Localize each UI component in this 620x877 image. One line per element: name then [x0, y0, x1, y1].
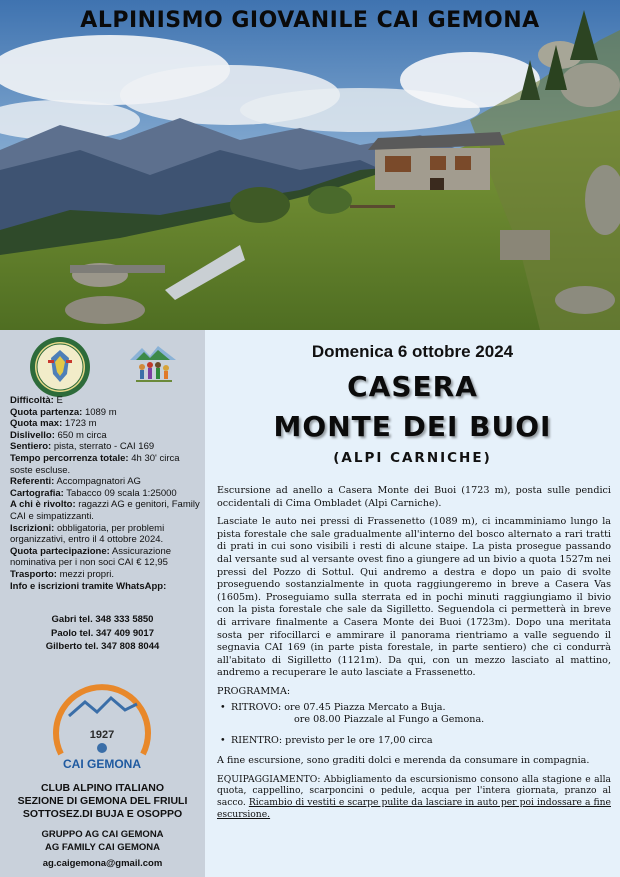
info-difficulty: Difficoltà: E: [10, 395, 63, 406]
group-name: GRUPPO AG CAI GEMONA AG FAMILY CAI GEMONA: [41, 829, 164, 853]
programma-ritrovo: • RITROVO: ore 07.45 Piazza Mercato a Buja.: [217, 702, 611, 715]
logo-year: 1927: [89, 729, 115, 741]
club-name: CLUB ALPINO ITALIANO SEZIONE DI GEMONA DEL FRIULI SOTTOSEZ.DI BUJA E OSOPPO: [17, 782, 188, 821]
info-start-altitude: Quota partenza: 1089 m: [10, 406, 117, 418]
contact-gabri[interactable]: Gabri tel. 348 333 5850: [51, 614, 154, 625]
programma-rientro: • RIENTRO: previsto per le ore 17,00 circa: [217, 735, 611, 748]
info-registration: Iscrizioni: obbligatoria, per problemi organizzativi, entro il 4 ottobre 2024.: [10, 522, 165, 546]
note-paragraph: A fine escursione, sono graditi dolci e merenda da consumare in compagnia.: [217, 755, 590, 767]
info-transport: Trasporto: mezzi propri.: [10, 568, 114, 580]
intro-paragraph: Escursione ad anello a Casera Monte dei Buoi (1723 m), posta sulle pendici occidentali di Cima Ombladet (Alpi Carniche).: [217, 485, 611, 509]
equipment-paragraph: EQUIPAGGIAMENTO: Abbigliamento da escursionismo consono alla stagione e alla quota, cappellino, scarponcini o pedule, acqua per l'intera giornata, pranzo al sacco. Ricambio di vestiti e scarpe pulite da lasciare in auto per poi indossare a fine escursione.: [217, 773, 611, 820]
event-date: Domenica 6 ottobre 2024: [311, 342, 514, 361]
trip-info-list: [10, 395, 200, 592]
title-line-2: MONTE DEI BUOI: [273, 410, 552, 443]
info-elevation-gain: Dislivello: 650 m circa: [10, 429, 107, 441]
description-body: [217, 485, 611, 826]
email-link[interactable]: ag.caigemona@gmail.com: [42, 858, 163, 869]
programma-ritrovo-2: ore 08.00 Piazzale al Fungo a Gemona.: [294, 714, 485, 726]
programma-heading: PROGRAMMA:: [217, 685, 291, 697]
contact-gilberto[interactable]: Gilberto tel. 347 808 8044: [45, 641, 160, 652]
hero-title: ALPINISMO GIOVANILE CAI GEMONA: [80, 8, 540, 33]
main-content: [205, 330, 620, 877]
contact-paolo[interactable]: Paolo tel. 347 409 9017: [51, 627, 154, 639]
subtitle: (ALPI CARNICHE): [333, 450, 492, 466]
title-line-1: CASERA: [347, 370, 478, 403]
info-fee: Quota partecipazione: Assicurazione nominativa per i non soci CAI € 12,95: [10, 545, 172, 569]
info-whatsapp: Info e iscrizioni tramite WhatsApp:: [10, 580, 167, 592]
hero-photo: [0, 0, 620, 330]
equipment-underlined: Ricambio di vestiti e scarpe pulite da lasciare in auto per poi indossare a fine escursione.: [217, 797, 611, 820]
cai-gemona-logo: [47, 676, 157, 776]
info-referents: Referenti: Accompagnatori AG: [10, 476, 141, 488]
logo-name: CAI GEMONA: [63, 757, 141, 771]
info-max-altitude: Quota max: 1723 m: [10, 418, 97, 430]
info-duration: Tempo percorrenza totale: 4h 30' circa soste escluse.: [10, 452, 180, 476]
contact-list: [0, 613, 205, 654]
family-hikers-icon: [128, 342, 178, 387]
info-map: Cartografia: Tabacco 09 scala 1:25000: [10, 487, 177, 499]
sidebar: [0, 330, 205, 877]
info-audience: A chi è rivolto: ragazzi AG e genitori, Family CAI e simpatizzanti.: [10, 499, 200, 522]
route-paragraph: Lasciate le auto nei pressi di Frassenetto (1089 m), ci incamminiamo lungo la pista forestale che sale gradualmente all'interno del bosco alternato a rari tratti di prati in cui sono visibili i resti di alcune staipe. La pista prosegue passando dal versante sud al versante ovest fino a giungere ad un bivio a quota 1527m nei pressi del Pozzo di Sottul. Qui andremo a destra e dopo un paio di svolte proseguendo sostanzialmente in quota raggiungeremo in breve a Casera Vas (1605m). Proseguiamo sulla sterrata ed in pochi minuti raggiungiamo il bivio con la pista forestale che sale da Sigilletto. Seguendola ci permetterà in breve di arrivare finalmente a Casera Monte dei Buoi (1723m). Dopo una meritata sosta per rifocillarci e ammirare il panorama rientriamo a valle seguendo il segnavia CAI 169 (in parte pista forestale, in parte sentiero) che ci condurrà all'abitato di Sigilletto (1121m). Da qui, con un mezzo lasciato al mattino, andremo a recuperare le auto lasciate a Frassenetto.: [217, 516, 611, 679]
mountain-landscape-image: [0, 0, 620, 330]
info-trail: Sentiero: pista, sterrato - CAI 169: [10, 441, 155, 453]
cai-emblem-logo: [29, 336, 91, 398]
